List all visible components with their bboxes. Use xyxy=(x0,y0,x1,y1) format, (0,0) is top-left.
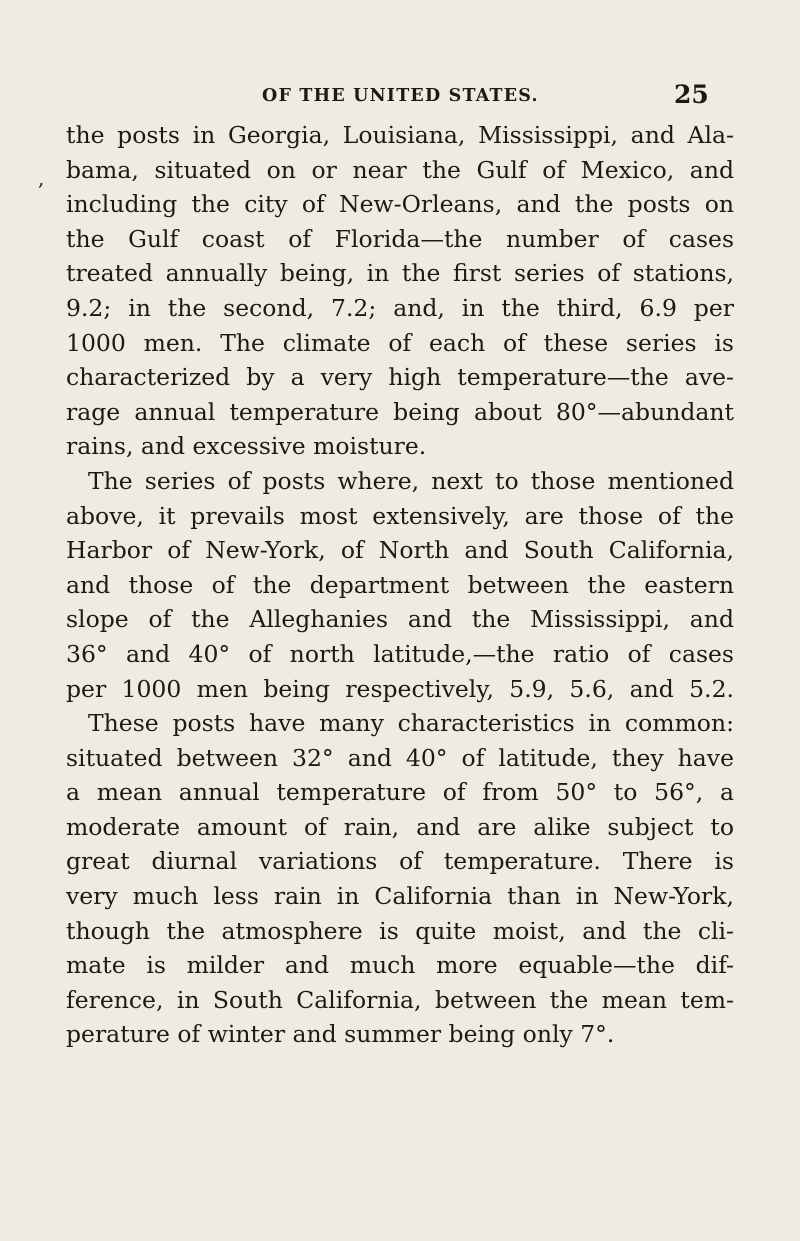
text-line: a mean annual temperature of from 50° to 56°, a xyxy=(66,778,734,807)
text-line: and those of the department between the eastern xyxy=(66,570,734,599)
text-line: These posts have many characteristics in common: xyxy=(88,709,734,738)
running-title: OF THE UNITED STATES. xyxy=(262,86,539,106)
text-line: ference, in South California, between the mean tem- xyxy=(66,985,734,1014)
running-head xyxy=(0,80,800,116)
text-line: slope of the Alleghanies and the Mississippi, and xyxy=(66,605,734,634)
text-line: the Gulf coast of Florida—the number of cases xyxy=(66,224,734,253)
text-line: though the atmosphere is quite moist, and the cli- xyxy=(66,916,734,945)
text-line: very much less rain in California than in New-York, xyxy=(66,882,734,911)
text-line: perature of winter and summer being only 7°. xyxy=(66,1020,615,1049)
text-line: rage annual temperature being about 80°—abundant xyxy=(66,397,734,426)
text-line: mate is milder and much more equable—the dif- xyxy=(66,951,734,980)
text-line: bama, situated on or near the Gulf of Mexico, and xyxy=(66,155,734,184)
text-line: 1000 men. The climate of each of these series is xyxy=(66,328,734,357)
text-line: above, it prevails most extensively, are those of the xyxy=(66,501,734,530)
text-line: 36° and 40° of north latitude,—the ratio of cases xyxy=(66,639,734,668)
body-text xyxy=(66,118,734,1052)
text-line: including the city of New-Orleans, and the posts on xyxy=(66,190,734,219)
text-line: moderate amount of rain, and are alike subject to xyxy=(66,812,734,841)
text-line: situated between 32° and 40° of latitude, they have xyxy=(66,743,734,772)
text-line: per 1000 men being respectively, 5.9, 5.6, and 5.2. xyxy=(66,674,734,703)
text-line: Harbor of New-York, of North and South California, xyxy=(66,536,734,565)
text-line: The series of posts where, next to those mentioned xyxy=(88,466,734,495)
text-line: great diurnal variations of temperature. There is xyxy=(66,847,734,876)
margin-mark: , xyxy=(38,166,45,190)
text-line: characterized by a very high temperature—the ave- xyxy=(66,363,734,392)
text-line: 9.2; in the second, 7.2; and, in the third, 6.9 per xyxy=(66,293,734,322)
text-line: the posts in Georgia, Louisiana, Mississippi, and Ala- xyxy=(66,121,734,149)
page-number: 25 xyxy=(674,80,709,109)
text-line: rains, and excessive moisture. xyxy=(66,432,427,461)
text-line: treated annually being, in the first series of stations, xyxy=(66,259,734,288)
